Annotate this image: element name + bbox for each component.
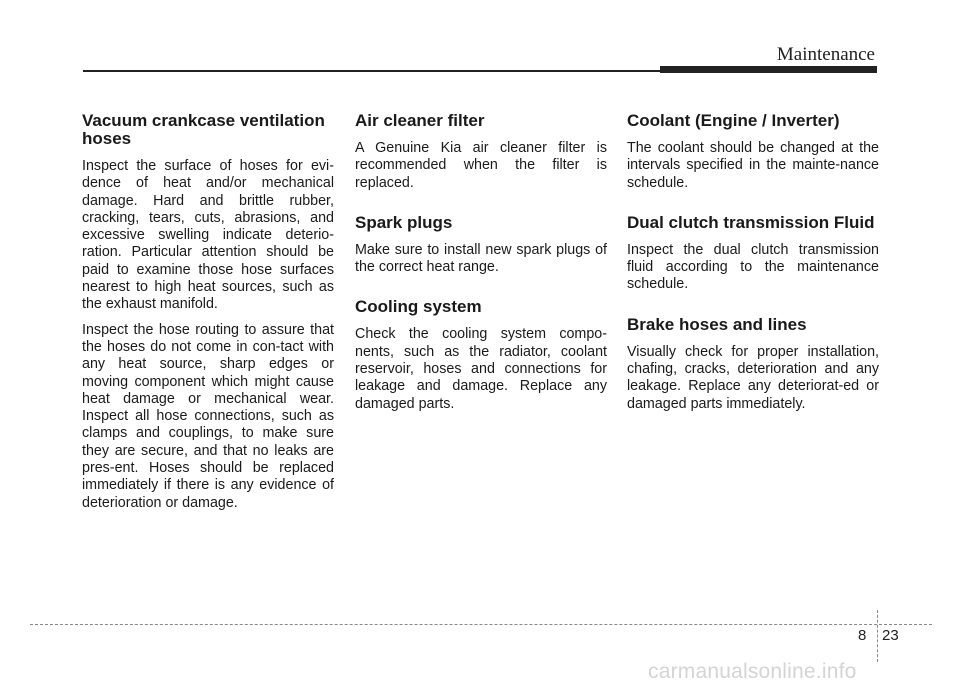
page-number: 23 [882,627,899,644]
column-3 [627,112,879,435]
section-heading: Cooling system [355,297,482,317]
header-rule-thin [83,70,663,72]
section-air-cleaner [355,112,607,192]
section-spark-plugs [355,214,607,277]
footer-vertical-dash [877,610,878,662]
section-brake-hoses [627,316,879,413]
section-coolant [627,112,879,192]
section-heading: Spark plugs [355,212,453,232]
section-text: Make sure to install new spark plugs of the correct heat range. [355,241,607,276]
heading-vacuum-crankcase: Vacuum crankcase ventilation hoses [82,111,325,148]
section-text: A Genuine Kia air cleaner filter is recommended when the filter is replaced. [355,140,607,191]
section-text: Check the cooling system compo-nents, such as the radiator, coolant reservoir, hoses and connections for leakage and damage. Replace any damaged parts. [355,326,607,412]
column-1 [82,112,334,520]
section-heading: Dual clutch transmission Fluid [627,212,875,232]
section-heading: Brake hoses and lines [627,314,807,334]
section-text: Visually check for proper installation, chafing, cracks, deterioration and any leakage. Replace any deteriorat-ed or damaged parts immediately. [627,343,879,412]
header-rule-thick [660,66,877,73]
page-header-title: Maintenance [776,44,875,65]
section-cooling-system [355,298,607,412]
section-text: Inspect the dual clutch transmission fluid according to the maintenance schedule. [627,241,879,293]
section-heading: Coolant (Engine / Inverter) [627,111,840,130]
column-2 [355,112,607,435]
watermark-text: carmanualsonline.info [648,660,857,683]
section-text: The coolant should be changed at the intervals specified in the mainte-nance schedule. [627,140,879,191]
chapter-number: 8 [858,627,867,644]
paragraph: Inspect the surface of hoses for evi-dence of heat and/or mechanical damage. Hard and brittle rubber, cracking, tears, cuts, abrasions, and excessive swelling indicate deterio-ration. Particular attention should be paid to examine those hose surfaces nearest to high heat sources, such as the exhaust manifold. [82,158,334,313]
footer-dashed-rule [30,624,932,625]
paragraph: Inspect the hose routing to assure that the hoses do not come in con-tact with any heat source, sharp edges or moving component which might cause heat damage or mechanical wear. Inspect all hose connections, such as clamps and couplings, to make sure they are secure, and that no leaks are pres-ent. Hoses should be replaced immediately if there is any evidence of deterioration or damage. [82,321,334,511]
section-dual-clutch [627,214,879,294]
section-heading: Air cleaner filter [355,111,485,130]
